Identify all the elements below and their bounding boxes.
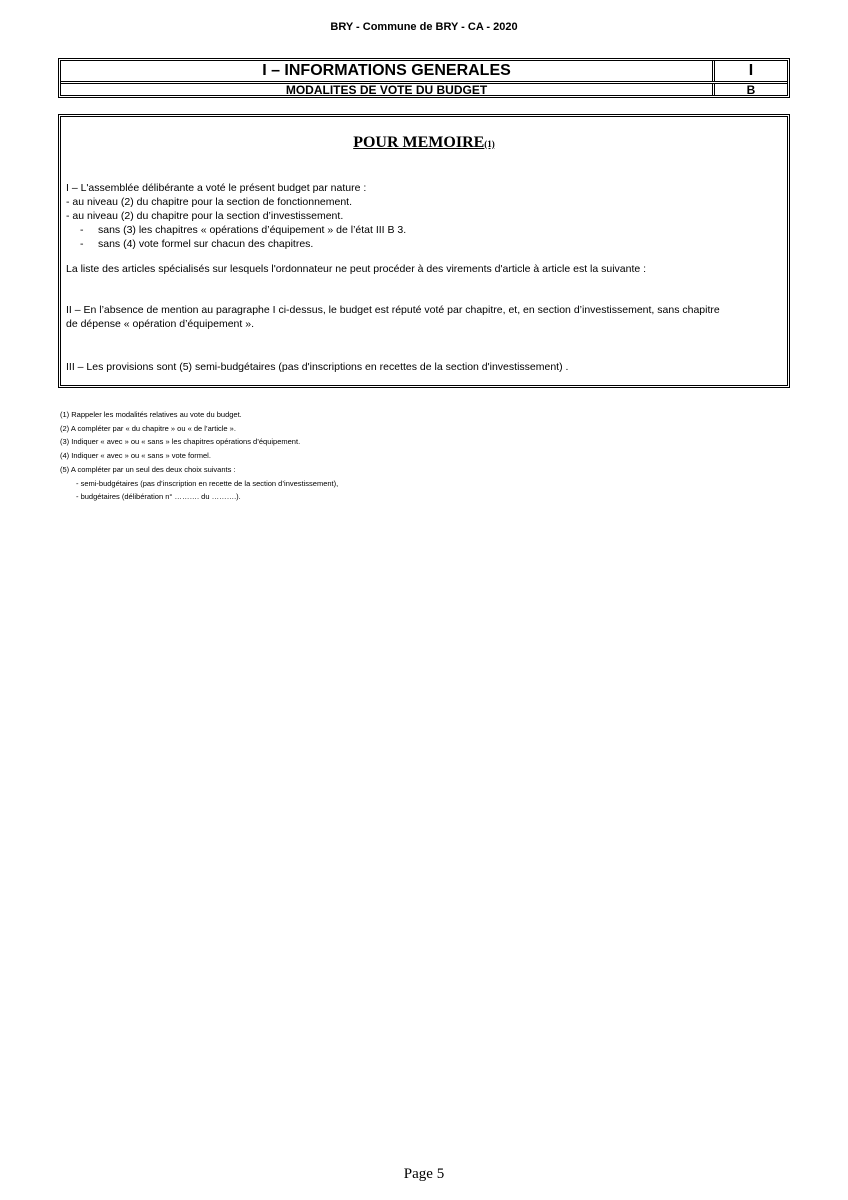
memo-heading <box>61 134 787 152</box>
section-title-box <box>58 58 790 98</box>
dash-bullet: - <box>80 238 84 250</box>
footnote: (5) A compléter par un seul des deux choix suivants : <box>60 464 236 474</box>
articles-text: La liste des articles spécialisés sur lesquels l'ordonnateur ne peut procéder à des virements d'article à article est la suivante : <box>66 263 647 275</box>
footnote: (1) Rappeler les modalités relatives au vote du budget. <box>60 410 242 419</box>
memo-indent-text: sans (4) vote formel sur chacun des chapitres. <box>98 238 314 250</box>
page-number: Page 5 <box>403 1166 445 1182</box>
footnotes <box>60 408 338 504</box>
page-header: BRY - Commune de BRY - CA - 2020 <box>330 21 518 33</box>
memo-line: de dépense « opération d’équipement ». <box>66 318 254 330</box>
footnote: (2) A compléter par « du chapitre » ou « de l’article ». <box>60 423 236 433</box>
memo-line: - au niveau (2) du chapitre pour la section de fonctionnement. <box>66 196 353 208</box>
footnote-subitem: - semi-budgétaires (pas d’inscription en recette de la section d’investissement), <box>76 478 339 488</box>
memo-heading-note: (1) <box>484 139 495 149</box>
vote-section-3: III – Les provisions sont (5) semi-budgétaires (pas d'inscriptions en recettes de la section d'investissement) . <box>66 361 569 373</box>
dash-bullet: - <box>80 224 84 236</box>
section-subtitle: MODALITES DE VOTE DU BUDGET <box>285 83 488 97</box>
title-row <box>61 61 787 84</box>
section-title: I – INFORMATIONS GENERALES <box>262 62 511 79</box>
section-code: I <box>712 61 787 81</box>
memo-box <box>58 114 790 388</box>
memo-line: II – En l’absence de mention au paragraphe I ci-dessus, le budget est réputé voté par chapitre, et, en section d’investissement, sans chapitre <box>66 304 720 316</box>
vote-section-1 <box>66 181 782 251</box>
footnote-subitem: - budgétaires (délibération n° ………. du ……….). <box>76 492 241 502</box>
subtitle-row <box>61 84 787 95</box>
memo-indent-line <box>66 223 782 237</box>
memo-line: - au niveau (2) du chapitre pour la section d’investissement. <box>66 210 344 222</box>
footnote: (4) Indiquer « avec » ou « sans » vote formel. <box>60 451 211 461</box>
memo-indent-text: sans (3) les chapitres « opérations d’équipement » de l’état III B 3. <box>98 224 407 236</box>
memo-line: I – L'assemblée délibérante a voté le présent budget par nature : <box>66 182 367 194</box>
memo-indent-line <box>66 237 782 251</box>
subsection-code: B <box>712 84 787 95</box>
vote-section-2 <box>66 303 782 331</box>
memo-heading-text: POUR MEMOIRE <box>353 134 485 151</box>
footnote: (3) Indiquer « avec » ou « sans » les chapitres opérations d’équipement. <box>60 437 301 447</box>
